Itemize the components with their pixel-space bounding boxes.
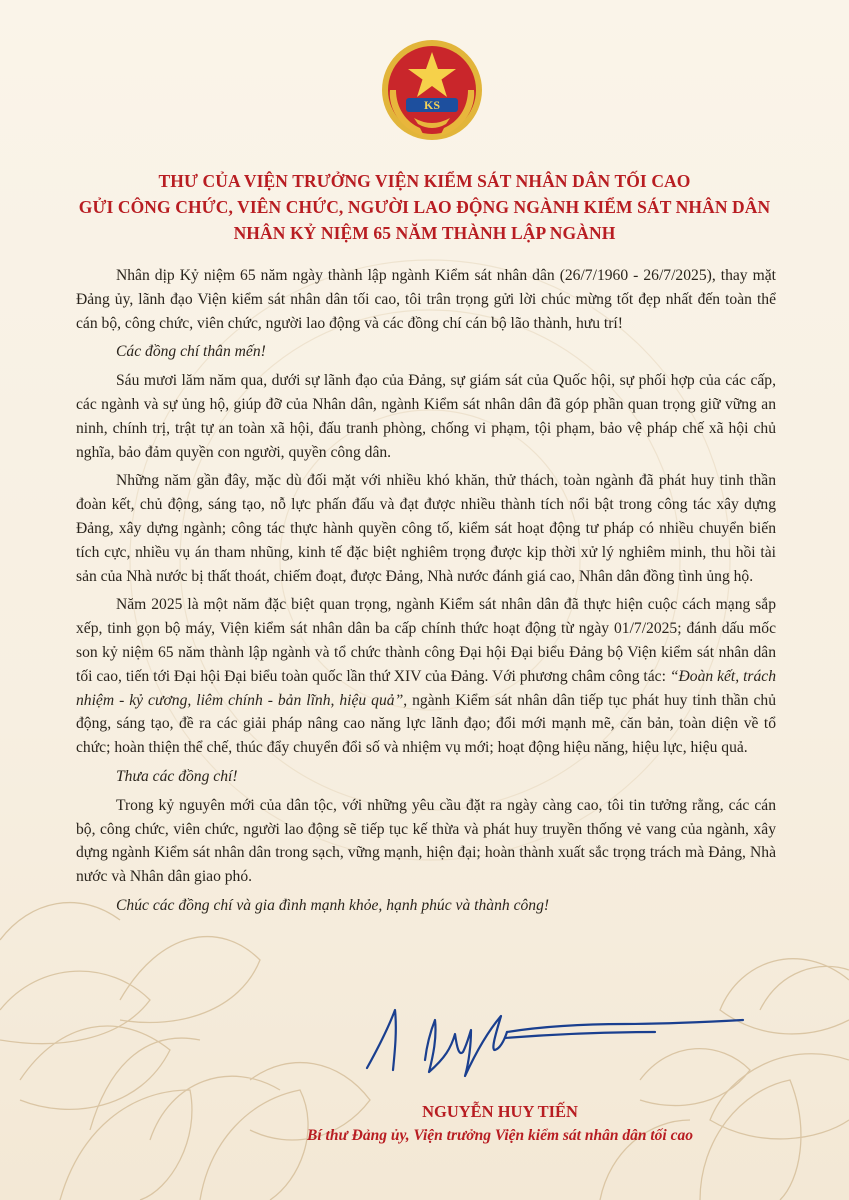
title-line-2: GỬI CÔNG CHỨC, VIÊN CHỨC, NGƯỜI LAO ĐỘNG NGÀNH KIỂM SÁT NHÂN DÂN xyxy=(78,197,771,217)
salutation-dear-comrades: Các đồng chí thân mến! xyxy=(116,343,266,361)
emblem-text: KS xyxy=(423,98,441,112)
title-line-1: THƯ CỦA VIỆN TRƯỞNG VIỆN KIỂM SÁT NHÂN DÂN TỐI CAO xyxy=(158,171,691,191)
paragraph-recent-years: Những năm gần đây, mặc dù đối mặt với nhiều khó khăn, thử thách, toàn ngành đã phát huy tinh thần đoàn kết, chủ động, sáng tạo, nỗ lực phấn đấu và đạt được nhiều thành tích nổi bật trong công tác xây dựng Đảng, xây dựng ngành; công tác thực hành quyền công tố, kiểm sát hoạt động tư pháp có nhiều chuyển biến tích cực, nhiều vụ án tham nhũng, kinh tế đặc biệt nghiêm trọng được kịp thời xử lý nghiêm minh, thu hồi tài sản của Nhà nước bị thất thoát, chiếm đoạt, được Đảng, Nhà nước đánh giá cao, Nhân dân đồng tình ủng hộ. xyxy=(76,472,776,585)
signer-block xyxy=(230,1100,770,1148)
paragraph-2025-part-2: , ngành Kiểm sát nhân dân tiếp tục phát huy tinh thần chủ động, sáng tạo, đề ra các giải pháp nâng cao năng lực lãnh đạo; đổi mới mạnh mẽ, căn bản, toàn diện về tổ chức; hoàn thiện thể chế, thúc đẩy chuyển đổi số và nhiệm vụ mới; hoạt động hiệu năng, hiệu lực, hiệu quả. xyxy=(76,691,777,757)
salutation-address: Thưa các đồng chí! xyxy=(116,767,238,785)
work-motto: “Đoàn kết, trách nhiệm - kỷ cương, liêm chính - bản lĩnh, hiệu quả” xyxy=(76,667,776,709)
paragraph-2025-part-1: Năm 2025 là một năm đặc biệt quan trọng, ngành Kiểm sát nhân dân đã thực hiện cuộc cách mạng sắp xếp, tinh gọn bộ máy, Viện kiểm sát nhân dân ba cấp chính thức hoạt động từ ngày 01/7/2025; đánh dấu mốc son kỷ niệm 65 năm thành lập ngành và tổ chức thành công Đại hội Đại biểu Đảng bộ Viện kiểm sát nhân dân tối cao, tiến tới Đại hội Đại biểu toàn quốc lần thứ XIV của Đảng. Với phương châm công tác: xyxy=(76,596,776,685)
paragraph-2025 xyxy=(76,593,776,760)
procuracy-emblem-icon xyxy=(380,38,484,142)
closing-wishes: Chúc các đồng chí và gia đình mạnh khỏe, hạnh phúc và thành công! xyxy=(116,896,550,914)
signer-name: NGUYỄN HUY TIẾN xyxy=(422,1102,578,1121)
lotus-left-icon xyxy=(0,903,370,1200)
paragraph-greeting-intro: Nhân dịp Kỷ niệm 65 năm ngày thành lập ngành Kiểm sát nhân dân (26/7/1960 - 26/7/2025), thay mặt Đảng ủy, lãnh đạo Viện kiểm sát nhân dân tối cao, tôi trân trọng gửi lời chúc mừng tốt đẹp nhất đến toàn thể cán bộ, công chức, viên chức, người lao động và các đồng chí cán bộ lão thành, hưu trí! xyxy=(76,267,776,332)
signer-role: Bí thư Đảng ủy, Viện trưởng Viện kiểm sát nhân dân tối cao xyxy=(307,1127,693,1144)
paragraph-achievements: Sáu mươi lăm năm qua, dưới sự lãnh đạo của Đảng, sự giám sát của Quốc hội, sự phối hợp của các cấp, các ngành và sự ủng hộ, giúp đỡ của Nhân dân, ngành Kiểm sát nhân dân đã góp phần quan trọng giữ vững an ninh, chính trị, trật tự an toàn xã hội, đấu tranh phòng, chống vi phạm, tội phạm, bảo vệ pháp chế xã hội chủ nghĩa, bảo đảm quyền con người, quyền công dân. xyxy=(76,372,776,461)
letter-body xyxy=(76,264,776,923)
paragraph-new-era: Trong kỷ nguyên mới của dân tộc, với những yêu cầu đặt ra ngày càng cao, tôi tin tưởng rằng, các cán bộ, công chức, viên chức, người lao động sẽ tiếp tục kế thừa và phát huy truyền thống vẻ vang của ngành, xây dựng ngành Kiểm sát nhân dân trong sạch, vững mạnh, hiện đại; hoàn thành xuất sắc trọng trách mà Đảng, Nhà nước và Nhân dân giao phó. xyxy=(76,796,776,886)
title-line-3: NHÂN KỶ NIỆM 65 NĂM THÀNH LẬP NGÀNH xyxy=(233,223,616,243)
handwritten-signature xyxy=(355,990,745,1080)
letter-title xyxy=(40,168,809,246)
